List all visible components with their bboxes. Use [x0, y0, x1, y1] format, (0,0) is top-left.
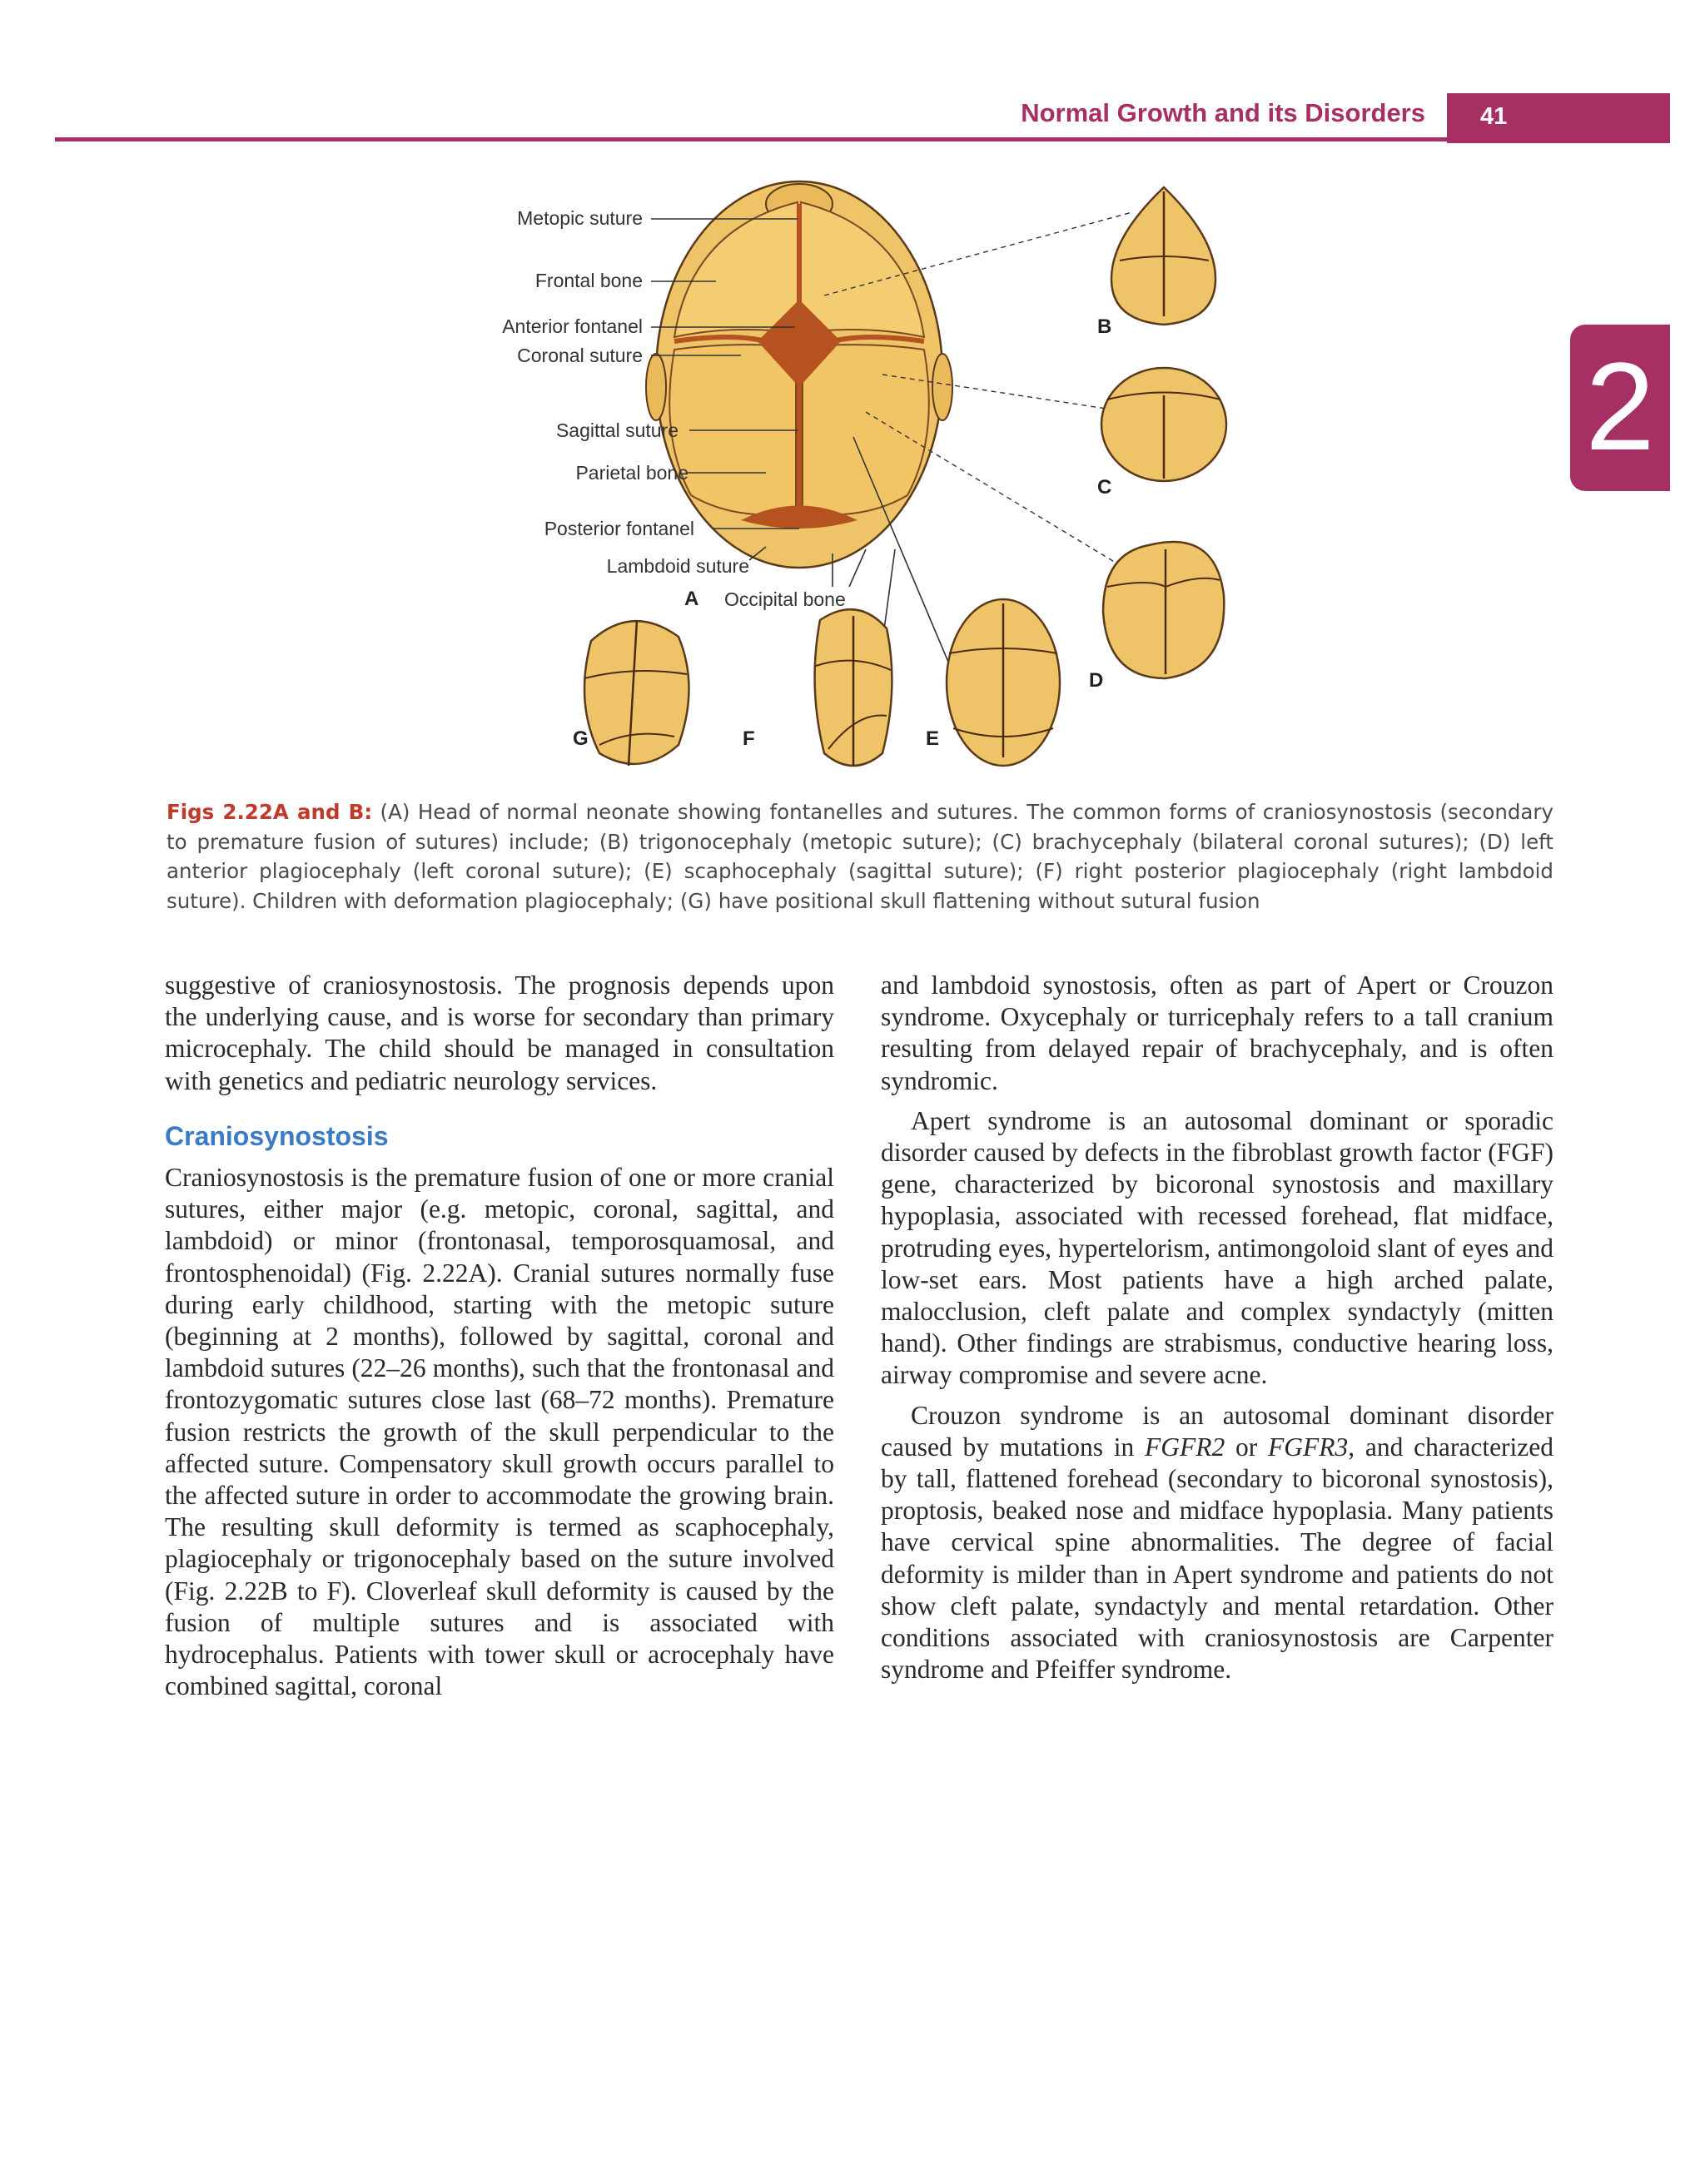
label-sagittal-suture: Sagittal suture: [555, 419, 679, 441]
label-anterior-fontanel: Anterior fontanel: [502, 315, 643, 337]
paragraph: Apert syndrome is an autosomal dominant or sporadic disorder caused by defects in the fibroblast growth factor (FGF) gene, characterized by bicoronal synostosis and maxillary hypoplasia, associated with recessed forehead, flat midface, protruding eyes, hypertelorism, antimongoloid slant of eyes and low-set ears. Most patients have a high arched palate, malocclusion, cleft palate and complex syndactyly (mitten hand). Other findings are strabismus, conductive hearing loss, airway compromise and severe acne.: [881, 1105, 1553, 1390]
running-title: Normal Growth and its Disorders: [1021, 98, 1425, 127]
skull-e: [947, 599, 1060, 766]
skull-b: [1111, 187, 1215, 325]
skull-g: [584, 620, 689, 766]
paragraph: [881, 1400, 1553, 1686]
paragraph: suggestive of craniosynostosis. The prognosis depends upon the underlying cause, and is worse for secondary than primary microcephaly. The child should be managed in consultation with genetics and pediatric neurology services.: [165, 970, 834, 1095]
skull-figure: [466, 171, 1265, 787]
figure-caption: [167, 797, 1553, 916]
label-occipital-bone: Occipital bone: [724, 588, 846, 610]
gene-name: FGFR3: [1268, 1432, 1349, 1462]
body-left-column: [165, 970, 834, 1702]
caption-label: Figs 2.22A and B:: [167, 800, 373, 824]
panel-letter-f: F: [743, 727, 755, 750]
skull-d: [1103, 542, 1224, 678]
label-posterior-fontanel: Posterior fontanel: [544, 518, 694, 539]
paragraph-text: , and characterized by tall, flattened forehead (secondary to bicoronal synostosis), proptosis, beaked nose and midface hypoplasia. Many patients have cervical spine abnormalities. The degree of facial deformity is milder than in Apert syndrome and patients do not show cleft palate, syndactyly and mental retardation. Other conditions associated with craniosynostosis are Carpenter syndrome and Pfeiffer syndrome.: [881, 1432, 1554, 1685]
paragraph: and lambdoid synostosis, often as part of Apert or Crouzon syndrome. Oxycephaly or turricephaly refers to a tall cranium resulting from delayed repair of brachycephaly, and is often syndromic.: [881, 970, 1553, 1095]
panel-letter-a: A: [684, 588, 699, 610]
page-number-box: [1447, 93, 1670, 143]
header-rule: [55, 137, 1670, 141]
caption-text: (A) Head of normal neonate showing fontanelles and sutures. The common forms of craniosynostosis (secondary to premature fusion of sutures) include; (B) trigonocephaly (metopic suture); (C) brachycephaly (bilateral coronal sutures); (D) left anterior plagiocephaly (left coronal suture); (E) scaphocephaly (sagittal suture); (F) right posterior plagiocephaly (right lambdoid suture). Children with deformation plagiocephaly; (G) have positional skull flattening without sutural fusion: [167, 800, 1553, 913]
label-lambdoid-suture: Lambdoid suture: [606, 555, 749, 577]
panel-letter-c: C: [1097, 476, 1112, 499]
paragraph-text: Crouzon syndrome is an autosomal dominant disorder caused by mutations in: [881, 1400, 1553, 1462]
paragraph: Craniosynostosis is the premature fusion of one or more cranial sutures, either major (e.g. metopic, coronal, sagittal, and lambdoid) or minor (frontonasal, temporosquamosal, and frontosphenoidal) (Fig. 2.22A). Cranial sutures normally fuse during early childhood, starting with the metopic suture (beginning at 2 months), followed by sagittal, coronal and lambdoid sutures (22–26 months), such that the frontonasal and frontozygomatic sutures close last (68–72 months). Premature fusion restricts the growth of the skull perpendicular to the affected suture. Compensatory skull growth occurs parallel to the affected suture in order to accommodate the growing brain. The resulting skull deformity is termed as scaphocephaly, plagiocephaly or trigonocephaly based on the suture involved (Fig. 2.22B to F). Cloverleaf skull deformity is caused by the fusion of multiple sutures and is associated with hydrocephalus. Patients with tower skull or acrocephaly have combined sagittal, coronal: [165, 1163, 834, 1701]
chapter-number: 2: [1585, 336, 1655, 476]
paragraph-text: or: [1225, 1432, 1269, 1462]
label-coronal-suture: Coronal suture: [517, 345, 643, 366]
page-number: 41: [1480, 103, 1508, 130]
chapter-tab: [1570, 325, 1670, 491]
panel-letter-b: B: [1097, 315, 1112, 338]
skull-a: [646, 181, 952, 568]
label-parietal-bone: Parietal bone: [575, 462, 688, 484]
panel-letter-e: E: [926, 727, 940, 750]
body-right-column: [881, 970, 1553, 1685]
panel-letter-d: D: [1089, 669, 1104, 692]
label-frontal-bone: Frontal bone: [534, 270, 643, 291]
skull-illustration: [466, 171, 1265, 787]
panel-letter-g: G: [573, 727, 589, 750]
section-heading: Craniosynostosis: [165, 1120, 389, 1151]
skull-f: [815, 609, 892, 766]
skull-c: [1101, 368, 1226, 481]
label-metopic-suture: Metopic suture: [517, 207, 643, 229]
gene-name: FGFR2: [1145, 1432, 1225, 1462]
